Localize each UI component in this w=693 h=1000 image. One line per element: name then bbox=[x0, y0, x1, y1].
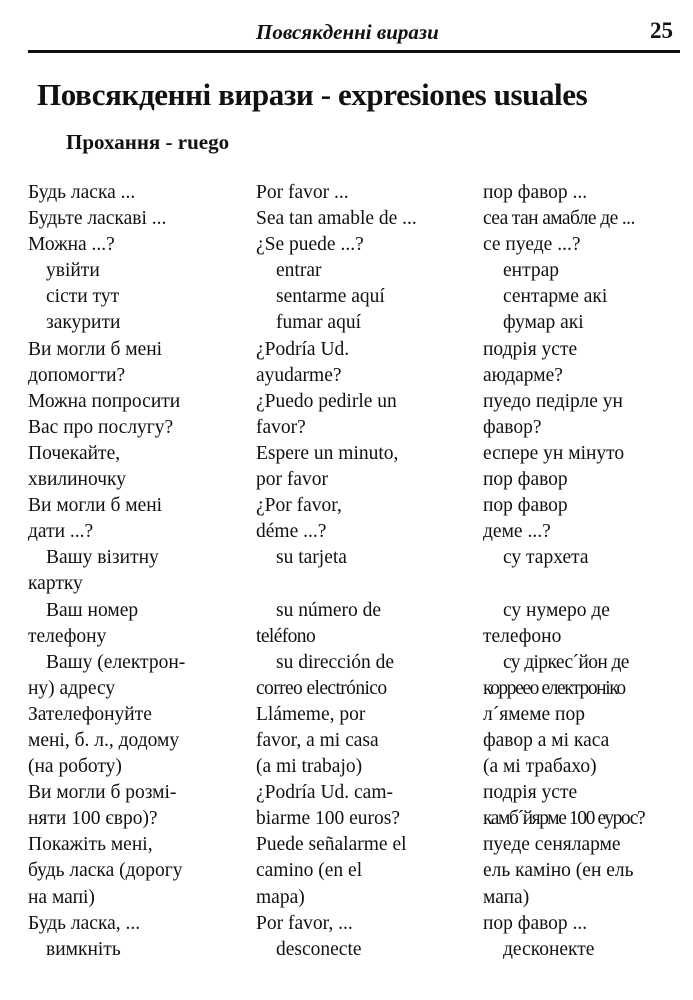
spanish-phrase: entrar bbox=[276, 260, 322, 282]
phrase-row bbox=[0, 545, 693, 571]
phrase-row bbox=[0, 519, 693, 545]
transcription: су нумеро де bbox=[503, 599, 610, 621]
phrase-row bbox=[0, 363, 693, 389]
ukrainian-phrase: вимкніть bbox=[46, 938, 121, 960]
phrase-row bbox=[0, 232, 693, 258]
spanish-phrase: camino (en el bbox=[256, 860, 363, 882]
ukrainian-phrase: Ви могли б розмі- bbox=[28, 782, 177, 804]
ukrainian-phrase: Ви могли б мені bbox=[28, 495, 163, 517]
phrase-row bbox=[0, 624, 693, 650]
ukrainian-phrase: Будьте ласкаві ... bbox=[28, 208, 167, 230]
ukrainian-phrase: хвилиночку bbox=[28, 469, 126, 491]
transcription: пуедо педірле ун bbox=[483, 390, 623, 412]
phrase-row bbox=[0, 206, 693, 232]
spanish-phrase: biarme 100 euros? bbox=[256, 808, 401, 830]
spanish-phrase: fumar aquí bbox=[276, 312, 362, 334]
transcription: се пуеде ...? bbox=[483, 234, 581, 256]
ukrainian-phrase: увійти bbox=[46, 260, 100, 282]
ukrainian-phrase: Вашу (електрон- bbox=[46, 651, 186, 673]
phrase-row bbox=[0, 937, 693, 963]
phrase-row bbox=[0, 493, 693, 519]
phrase-row bbox=[0, 676, 693, 702]
spanish-phrase: déme ...? bbox=[256, 521, 327, 543]
phrase-row bbox=[0, 650, 693, 676]
transcription: пор фавор bbox=[483, 469, 568, 491]
phrase-row bbox=[0, 911, 693, 937]
ukrainian-phrase: Можна попросити bbox=[28, 390, 181, 412]
ukrainian-phrase: на мапі) bbox=[28, 886, 95, 908]
transcription: ель каміно (ен ель bbox=[483, 860, 634, 882]
transcription: пуеде сеняларме bbox=[483, 834, 621, 856]
transcription: л´ямеме пор bbox=[483, 703, 585, 725]
spanish-phrase: su número de bbox=[276, 599, 382, 621]
transcription: пор фавор ... bbox=[483, 912, 588, 934]
phrase-row bbox=[0, 885, 693, 911]
transcription: фавор? bbox=[483, 416, 542, 438]
phrase-row bbox=[0, 806, 693, 832]
spanish-phrase: ¿Por favor, bbox=[256, 495, 342, 517]
transcription: камб´йярме 100 еурос? bbox=[483, 808, 645, 830]
ukrainian-phrase: Вас про послугу? bbox=[28, 416, 174, 438]
transcription: корреео електроніко bbox=[483, 677, 625, 699]
spanish-phrase: correo electrónico bbox=[256, 677, 387, 699]
transcription: пор фавор bbox=[483, 495, 568, 517]
transcription: фавор а мі каса bbox=[483, 729, 610, 751]
spanish-phrase: (a mi trabajo) bbox=[256, 756, 363, 778]
ukrainian-phrase: Можна ...? bbox=[28, 234, 115, 256]
transcription: пор фавор ... bbox=[483, 182, 588, 203]
transcription: мапа) bbox=[483, 886, 530, 908]
spanish-phrase: ¿Puedo pedirle un bbox=[256, 390, 397, 412]
transcription: ентрар bbox=[503, 260, 560, 282]
running-header bbox=[28, 14, 673, 48]
spanish-phrase: Llámeme, por bbox=[256, 703, 366, 725]
ukrainian-phrase: Зателефонуйте bbox=[28, 703, 152, 725]
spanish-phrase: su tarjeta bbox=[276, 547, 347, 569]
phrase-row bbox=[0, 415, 693, 441]
ukrainian-phrase: Ви могли б мені bbox=[28, 338, 163, 360]
transcription: су діркес´йон де bbox=[503, 651, 629, 673]
transcription: деме ...? bbox=[483, 521, 551, 543]
phrase-row bbox=[0, 284, 693, 310]
phrase-row bbox=[0, 180, 693, 206]
transcription: сентарме акі bbox=[503, 286, 608, 308]
phrase-row bbox=[0, 780, 693, 806]
transcription: (а мі трабахо) bbox=[483, 756, 597, 778]
running-title: Повсякденні вирази bbox=[256, 20, 439, 44]
spanish-phrase: Sea tan amable de ... bbox=[256, 208, 417, 230]
ukrainian-phrase: будь ласка (дорогу bbox=[28, 860, 183, 882]
phrase-table bbox=[0, 180, 693, 963]
transcription: подрія усте bbox=[483, 782, 578, 804]
ukrainian-phrase: мені, б. л., додому bbox=[28, 729, 180, 751]
phrase-row bbox=[0, 702, 693, 728]
transcription: фумар акі bbox=[503, 312, 584, 334]
phrase-row bbox=[0, 467, 693, 493]
ukrainian-phrase: (на роботу) bbox=[28, 756, 122, 778]
spanish-phrase: su dirección de bbox=[276, 651, 395, 673]
phrase-row bbox=[0, 337, 693, 363]
phrase-row bbox=[0, 858, 693, 884]
phrase-row bbox=[0, 441, 693, 467]
page-number: 25 bbox=[650, 18, 673, 43]
transcription: су тархета bbox=[503, 547, 589, 569]
ukrainian-phrase: сісти тут bbox=[46, 286, 120, 308]
transcription: аюдарме? bbox=[483, 364, 563, 386]
spanish-phrase: desconecte bbox=[276, 938, 362, 960]
ukrainian-phrase: Вашу візитну bbox=[46, 547, 159, 569]
spanish-phrase: por favor bbox=[256, 469, 329, 491]
spanish-phrase: Espere un minuto, bbox=[256, 442, 399, 464]
ukrainian-phrase: Будь ласка ... bbox=[28, 182, 136, 203]
spanish-phrase: ayudarme? bbox=[256, 364, 342, 386]
spanish-phrase: favor, a mi casa bbox=[256, 729, 379, 751]
main-title: Повсякденні вирази - expresiones usuales bbox=[37, 77, 588, 112]
spanish-phrase bbox=[256, 571, 483, 597]
phrase-row bbox=[0, 728, 693, 754]
phrase-row bbox=[0, 832, 693, 858]
ukrainian-phrase: Ваш номер bbox=[46, 599, 139, 621]
phrase-row bbox=[0, 571, 693, 597]
ukrainian-phrase: картку bbox=[28, 573, 83, 595]
transcription: телефоно bbox=[483, 625, 562, 647]
spanish-phrase: ¿Podría Ud. cam- bbox=[256, 782, 393, 804]
transcription: сеа тан амабле де ... bbox=[483, 208, 635, 230]
ukrainian-phrase: Будь ласка, ... bbox=[28, 912, 141, 934]
ukrainian-phrase: ну) адресу bbox=[28, 677, 116, 699]
transcription: еспере ун мінуто bbox=[483, 442, 625, 464]
ukrainian-phrase: Покажіть мені, bbox=[28, 834, 153, 856]
spanish-phrase: Por favor ... bbox=[256, 182, 349, 203]
spanish-phrase: Puede señalarme el bbox=[256, 834, 407, 856]
phrase-row bbox=[0, 389, 693, 415]
spanish-phrase: teléfono bbox=[256, 625, 316, 647]
header-rule bbox=[28, 50, 680, 53]
phrase-table-body bbox=[0, 180, 693, 963]
phrase-row bbox=[0, 310, 693, 336]
spanish-phrase: mapa) bbox=[256, 886, 305, 908]
phrase-row bbox=[0, 258, 693, 284]
spanish-phrase: sentarme aquí bbox=[276, 286, 385, 308]
phrase-row bbox=[0, 754, 693, 780]
spanish-phrase: Por favor, ... bbox=[256, 912, 353, 934]
ukrainian-phrase: допомогти? bbox=[28, 364, 126, 386]
transcription bbox=[483, 571, 693, 597]
phrase-row bbox=[0, 598, 693, 624]
transcription: подрія усте bbox=[483, 338, 578, 360]
spanish-phrase: favor? bbox=[256, 416, 306, 438]
ukrainian-phrase: Почекайте, bbox=[28, 442, 121, 464]
ukrainian-phrase: дати ...? bbox=[28, 521, 94, 543]
spanish-phrase: ¿Se puede ...? bbox=[256, 234, 364, 256]
transcription: десконекте bbox=[503, 938, 595, 960]
ukrainian-phrase: телефону bbox=[28, 625, 107, 647]
ukrainian-phrase: закурити bbox=[46, 312, 121, 334]
ukrainian-phrase: няти 100 євро)? bbox=[28, 808, 158, 830]
section-title: Прохання - ruego bbox=[66, 130, 230, 154]
spanish-phrase: ¿Podría Ud. bbox=[256, 338, 350, 360]
